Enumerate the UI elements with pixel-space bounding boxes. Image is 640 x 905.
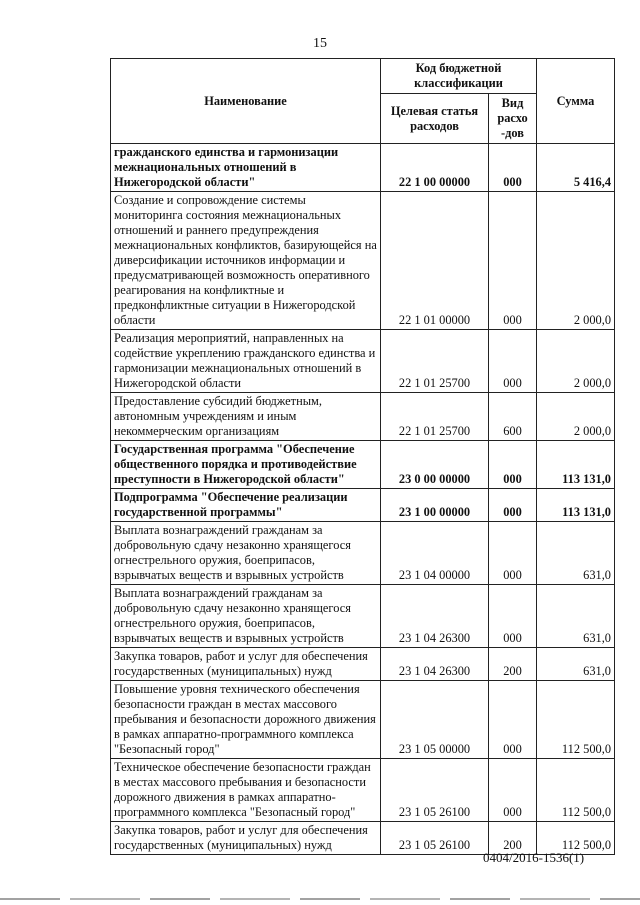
table-row bbox=[111, 522, 615, 585]
row-name: Закупка товаров, работ и услуг для обеспечения государственных (муниципальных) нужд bbox=[111, 648, 381, 681]
row-code: 22 1 01 25700 bbox=[381, 330, 489, 393]
row-expense-type: 000 bbox=[489, 585, 537, 648]
table-row bbox=[111, 192, 615, 330]
table-row bbox=[111, 648, 615, 681]
table-row bbox=[111, 681, 615, 759]
table-row bbox=[111, 393, 615, 441]
row-name: Создание и сопровождение системы мониторинга состояния межнациональных отношений и раннего предупреждения межнациональных конфликтов, базирующейся на диверсификации источников информации и предусматривающей возможность оперативного реагирования на конфликтные и предконфликтные ситуации в Нижегородской области bbox=[111, 192, 381, 330]
row-code: 23 1 05 26100 bbox=[381, 822, 489, 855]
row-sum: 2 000,0 bbox=[537, 192, 615, 330]
row-code: 23 1 05 00000 bbox=[381, 681, 489, 759]
row-sum: 112 500,0 bbox=[537, 759, 615, 822]
row-expense-type: 000 bbox=[489, 681, 537, 759]
header-expense-type: Вид расхо -дов bbox=[489, 94, 537, 144]
row-name: Выплата вознаграждений гражданам за добровольную сдачу незаконно хранящегося огнестрельного оружия, боеприпасов, взрывчатых веществ и взрывных устройств bbox=[111, 585, 381, 648]
table-row bbox=[111, 441, 615, 489]
table-row bbox=[111, 585, 615, 648]
row-sum: 113 131,0 bbox=[537, 441, 615, 489]
row-name: Выплата вознаграждений гражданам за добровольную сдачу незаконно хранящегося огнестрельного оружия, боеприпасов, взрывчатых веществ и взрывных устройств bbox=[111, 522, 381, 585]
row-name: Государственная программа "Обеспечение общественного порядка и противодействие преступности в Нижегородской области" bbox=[111, 441, 381, 489]
budget-table bbox=[110, 58, 615, 855]
row-code: 22 1 01 25700 bbox=[381, 393, 489, 441]
row-sum: 112 500,0 bbox=[537, 822, 615, 855]
row-expense-type: 000 bbox=[489, 330, 537, 393]
header-target-article: Целевая статья расходов bbox=[381, 94, 489, 144]
page-number: 15 bbox=[313, 36, 327, 51]
row-sum: 113 131,0 bbox=[537, 489, 615, 522]
row-expense-type: 200 bbox=[489, 648, 537, 681]
row-name: Закупка товаров, работ и услуг для обеспечения государственных (муниципальных) нужд bbox=[111, 822, 381, 855]
table-row bbox=[111, 144, 615, 192]
row-expense-type: 000 bbox=[489, 144, 537, 192]
row-sum: 631,0 bbox=[537, 648, 615, 681]
row-sum: 112 500,0 bbox=[537, 681, 615, 759]
row-code: 23 0 00 00000 bbox=[381, 441, 489, 489]
table-header bbox=[111, 59, 615, 144]
row-name: Подпрограмма "Обеспечение реализации государственной программы" bbox=[111, 489, 381, 522]
scan-artifact-line bbox=[0, 898, 640, 900]
table-row bbox=[111, 489, 615, 522]
table-row bbox=[111, 759, 615, 822]
document-code: 0404/2016-1536(1) bbox=[483, 850, 585, 865]
header-sum: Сумма bbox=[537, 59, 615, 144]
row-code: 23 1 04 26300 bbox=[381, 585, 489, 648]
header-name: Наименование bbox=[111, 59, 381, 144]
row-code: 22 1 00 00000 bbox=[381, 144, 489, 192]
row-expense-type: 000 bbox=[489, 441, 537, 489]
row-code: 23 1 00 00000 bbox=[381, 489, 489, 522]
row-expense-type: 600 bbox=[489, 393, 537, 441]
row-name: Повышение уровня технического обеспечения безопасности граждан в местах массового пребывания и безопасности дорожного движения в рамках аппаратно-программного комплекса "Безопасный город" bbox=[111, 681, 381, 759]
row-expense-type: 200 bbox=[489, 822, 537, 855]
row-sum: 2 000,0 bbox=[537, 393, 615, 441]
row-name: Предоставление субсидий бюджетным, автономным учреждениям и иным некоммерческим организациям bbox=[111, 393, 381, 441]
row-code: 23 1 05 26100 bbox=[381, 759, 489, 822]
row-code: 22 1 01 00000 bbox=[381, 192, 489, 330]
row-sum: 5 416,4 bbox=[537, 144, 615, 192]
header-code-group: Код бюджетной классификации bbox=[381, 59, 537, 94]
row-sum: 2 000,0 bbox=[537, 330, 615, 393]
row-sum: 631,0 bbox=[537, 585, 615, 648]
table-body bbox=[111, 144, 615, 855]
row-sum: 631,0 bbox=[537, 522, 615, 585]
table-row bbox=[111, 330, 615, 393]
row-expense-type: 000 bbox=[489, 522, 537, 585]
row-name: Техническое обеспечение безопасности граждан в местах массового пребывания и безопасности дорожного движения в рамках аппаратно-программного комплекса "Безопасный город" bbox=[111, 759, 381, 822]
row-name: гражданского единства и гармонизации межнациональных отношений в Нижегородской области" bbox=[111, 144, 381, 192]
row-expense-type: 000 bbox=[489, 759, 537, 822]
row-expense-type: 000 bbox=[489, 192, 537, 330]
row-code: 23 1 04 00000 bbox=[381, 522, 489, 585]
row-code: 23 1 04 26300 bbox=[381, 648, 489, 681]
row-expense-type: 000 bbox=[489, 489, 537, 522]
row-name: Реализация мероприятий, направленных на содействие укреплению гражданского единства и гармонизации межнациональных отношений в Нижегородской области bbox=[111, 330, 381, 393]
